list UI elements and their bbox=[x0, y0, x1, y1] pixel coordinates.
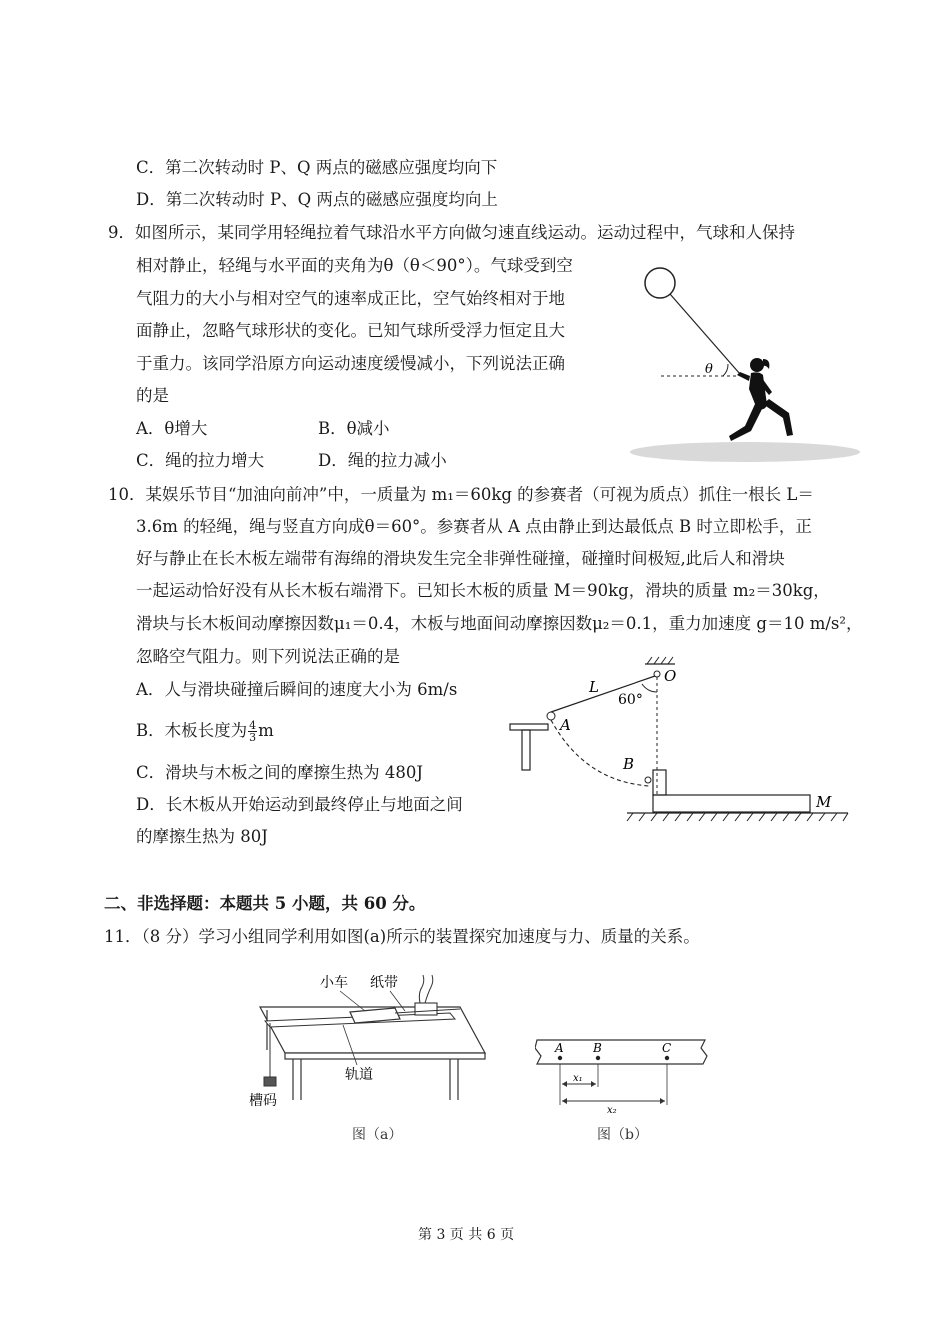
q10-stem-line5: 滑块与长木板间动摩擦因数μ₁＝0.4，木板与地面间动摩擦因数μ₂＝0.1，重力加速度 g＝10 m/s²， bbox=[136, 614, 863, 633]
label-track: 轨道 bbox=[345, 1067, 373, 1083]
tape-wire-2 bbox=[425, 975, 433, 1003]
q9-stem-line3: 气阻力的大小与相对空气的速率成正比，空气始终相对于地 bbox=[136, 289, 565, 308]
q9-stem-line6: 的是 bbox=[136, 386, 169, 405]
q10-stem-line4: 一起运动恰好没有从长木板右端滑下。已知长木板的质量 M＝90kg，滑块的质量 m₂＝30kg， bbox=[136, 581, 830, 600]
q9-option-a: A．θ增大 bbox=[136, 419, 208, 438]
label-l: L bbox=[589, 678, 599, 696]
label-x2: x₂ bbox=[607, 1105, 617, 1115]
q10-option-d-line2: 的摩擦生热为 80J bbox=[136, 827, 268, 846]
balloon bbox=[645, 268, 675, 298]
caption-figure-b: 图（b） bbox=[597, 1127, 648, 1143]
label-tape: 纸带 bbox=[370, 975, 398, 991]
label-c: C bbox=[662, 1041, 672, 1055]
label-o: O bbox=[664, 667, 677, 685]
label-angle: 60° bbox=[618, 692, 643, 708]
dot-a bbox=[558, 1056, 562, 1060]
runner-silhouette bbox=[729, 358, 793, 441]
q10-stem-line6: 忽略空气阻力。则下列说法正确的是 bbox=[136, 647, 400, 666]
q10-stem-line2: 3.6m 的轻绳，绳与竖直方向成θ＝60°。参赛者从 A 点由静止到达最低点 B 时立即松手，正 bbox=[136, 517, 812, 536]
long-board bbox=[653, 795, 810, 812]
q9-option-d: D．绳的拉力减小 bbox=[318, 451, 447, 470]
timer bbox=[415, 1003, 437, 1015]
fraction-numerator: 4 bbox=[249, 719, 257, 732]
tape-wire bbox=[419, 975, 423, 1003]
dot-c bbox=[665, 1056, 669, 1060]
fraction-denominator: 3 bbox=[249, 731, 257, 744]
slider-block bbox=[653, 770, 666, 795]
q10-option-c: C．滑块与木板之间的摩擦生热为 480J bbox=[136, 763, 423, 782]
label-m: M bbox=[816, 793, 832, 811]
ceiling-hatch bbox=[647, 657, 673, 664]
q10-option-a: A．人与滑块碰撞后瞬间的速度大小为 6m/s bbox=[136, 680, 458, 699]
label-b: B bbox=[623, 755, 635, 773]
platform-leg bbox=[522, 730, 530, 770]
dot-b bbox=[596, 1056, 600, 1060]
label-cart: 小车 bbox=[320, 975, 348, 991]
q11-figure-b-tape bbox=[535, 1035, 710, 1115]
q10-option-b-text: B．木板长度为 bbox=[136, 721, 248, 740]
person-at-b bbox=[645, 777, 651, 783]
q10-option-b bbox=[136, 720, 274, 743]
label-x1: x₁ bbox=[573, 1073, 583, 1084]
q9-stem-line1: 9．如图所示，某同学用轻绳拉着气球沿水平方向做匀速直线运动。运动过程中，气球和人保持 bbox=[108, 223, 795, 242]
label-weight: 槽码 bbox=[249, 1093, 277, 1109]
q10-option-d-line1: D．长木板从开始运动到最终停止与地面之间 bbox=[136, 795, 463, 814]
q9-stem-line2: 相对静止，轻绳与水平面的夹角为θ（θ＜90°）。气球受到空 bbox=[136, 256, 573, 275]
label-b: B bbox=[593, 1041, 602, 1055]
fraction bbox=[248, 720, 257, 743]
q9-stem-line4: 面静止，忽略气球形状的变化。已知气球所受浮力恒定且大 bbox=[136, 321, 565, 340]
label-a: A bbox=[555, 1041, 564, 1055]
q9-option-b: B．θ减小 bbox=[318, 419, 390, 438]
page-footer: 第 3 页 共 6 页 bbox=[418, 1227, 515, 1243]
q8-option-c: C．第二次转动时 P、Q 两点的磁感应强度均向下 bbox=[136, 158, 498, 177]
q9-stem-line5: 于重力。该同学沿原方向运动速度缓慢减小，下列说法正确 bbox=[136, 354, 565, 373]
caption-figure-a: 图（a） bbox=[352, 1127, 403, 1143]
q10-stem-line1: 10．某娱乐节目“加油向前冲”中，一质量为 m₁＝60kg 的参赛者（可视为质点）抓住一根长 L＝ bbox=[108, 485, 814, 504]
q9-figure-balloon bbox=[625, 262, 860, 462]
q11-figure-a-apparatus bbox=[245, 965, 495, 1115]
table-edge bbox=[285, 1053, 485, 1059]
q10-stem-line3: 好与静止在长木板左端带有海绵的滑块发生完全非弹性碰撞，碰撞时间极短,此后人和滑块 bbox=[136, 549, 785, 568]
q10-figure-swing bbox=[505, 652, 855, 827]
angle-arc bbox=[642, 684, 657, 692]
ground-shadow bbox=[630, 442, 860, 462]
label-a: A bbox=[560, 716, 571, 734]
ground-hatch bbox=[627, 813, 848, 821]
section-heading: 二、非选择题：本题共 5 小题，共 60 分。 bbox=[104, 894, 426, 913]
q10-option-b-unit: m bbox=[258, 721, 274, 740]
weight bbox=[264, 1077, 276, 1086]
platform-top bbox=[510, 724, 548, 730]
q8-option-d: D．第二次转动时 P、Q 两点的磁感应强度均向上 bbox=[136, 190, 498, 209]
q11-stem-line1: 11．（8 分）学习小组同学利用如图(a)所示的装置探究加速度与力、质量的关系。 bbox=[104, 927, 700, 946]
person-at-a bbox=[547, 712, 555, 720]
q9-option-c: C．绳的拉力增大 bbox=[136, 451, 265, 470]
angle-arc bbox=[723, 364, 728, 376]
theta-label: θ bbox=[705, 362, 713, 377]
